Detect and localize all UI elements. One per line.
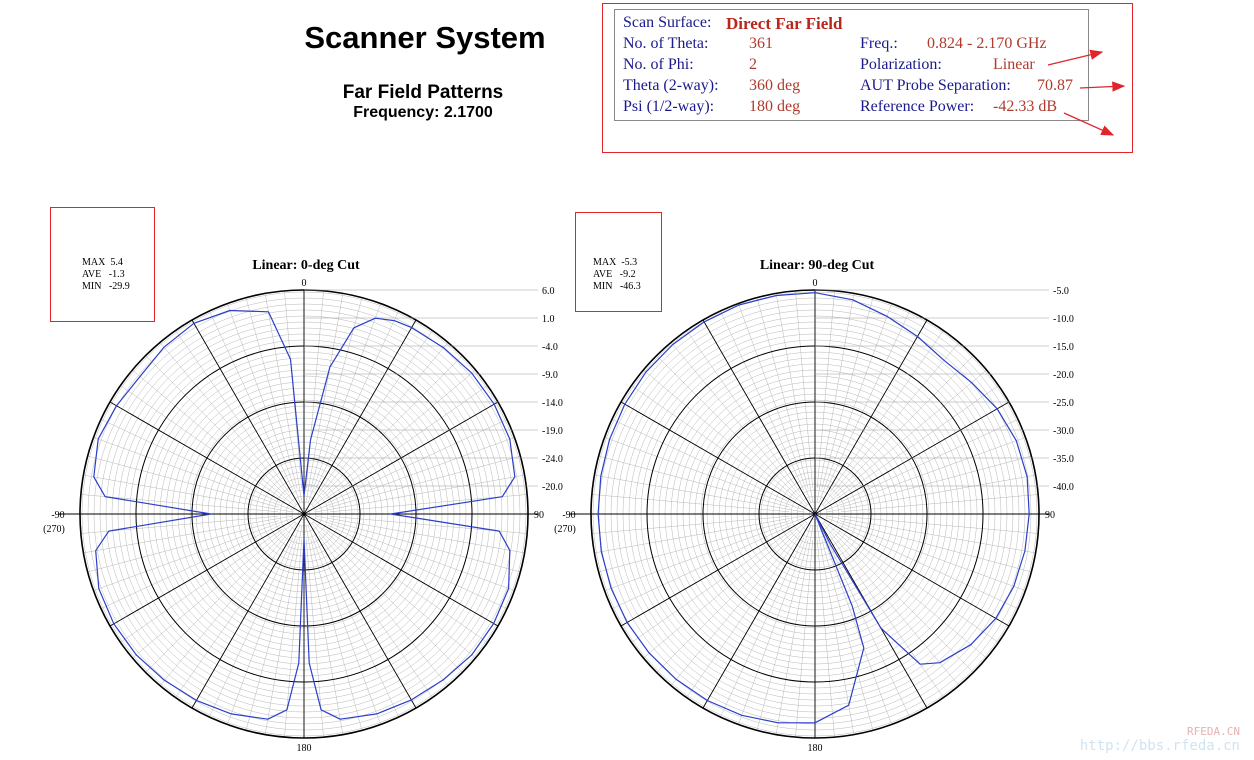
stat-min-0deg: MIN -29.9 — [82, 281, 130, 292]
chart-title: Linear: 0-deg Cut — [252, 258, 360, 273]
stat-max-90deg: MAX -5.3 — [593, 257, 638, 268]
scan-surface-label: Scan Surface: — [623, 14, 712, 31]
angle-label-bottom: 180 — [807, 743, 823, 754]
polarization-label: Polarization: — [860, 56, 942, 73]
major-grid-90deg — [569, 290, 1049, 738]
angle-label-top: 0 — [301, 278, 307, 289]
radial-tick-label: -24.0 — [542, 454, 563, 465]
radial-tick-label: -14.0 — [542, 398, 563, 409]
angle-label-top: 0 — [812, 278, 818, 289]
page-title: Scanner System — [304, 20, 546, 55]
theta-count-value: 361 — [749, 35, 773, 52]
radial-tick-label: -19.0 — [542, 426, 563, 437]
polarization-value: Linear — [993, 56, 1035, 73]
radial-tick-label: -4.0 — [542, 342, 558, 353]
theta-way-label: Theta (2-way): — [623, 77, 719, 94]
stat-min-90deg: MIN -46.3 — [593, 281, 641, 292]
angle-label-right: 90 — [1045, 510, 1055, 521]
freq-value: 0.824 - 2.170 GHz — [927, 35, 1047, 52]
angle-label-left: -90 — [562, 510, 576, 521]
psi-way-label: Psi (1/2-way): — [623, 98, 715, 115]
chart-title: Linear: 90-deg Cut — [759, 258, 875, 273]
watermark-url: http://bbs.rfeda.cn — [1079, 738, 1240, 754]
angle-label-left: -90 — [51, 510, 65, 521]
radial-tick-label: -30.0 — [1053, 426, 1074, 437]
separation-value: 70.87 — [1037, 77, 1073, 94]
radial-tick-label: -9.0 — [542, 370, 558, 381]
phi-count-label: No. of Phi: — [623, 56, 694, 73]
radial-tick-label: 6.0 — [542, 286, 555, 297]
frequency-label: Frequency: 2.1700 — [353, 104, 493, 121]
angle-label-bottom: 180 — [296, 743, 312, 754]
angle-label-right: 90 — [534, 510, 544, 521]
theta-count-label: No. of Theta: — [623, 35, 709, 52]
angle-label-left-sub: (270) — [43, 524, 65, 535]
psi-way-value: 180 deg — [749, 98, 801, 115]
reference-power-value: -42.33 dB — [993, 98, 1057, 115]
page-subtitle: Far Field Patterns — [342, 82, 504, 103]
theta-way-value: 360 deg — [749, 77, 801, 94]
watermark-brand: RFEDA.CN — [1187, 725, 1240, 738]
watermark — [1080, 725, 1240, 754]
radial-tick-label: 1.0 — [542, 314, 555, 325]
freq-label: Freq.: — [860, 35, 898, 52]
radial-tick-label: -20.0 — [1053, 370, 1074, 381]
radial-tick-label: -5.0 — [1053, 286, 1069, 297]
radial-tick-label: -15.0 — [1053, 342, 1074, 353]
angle-label-left-sub: (270) — [554, 524, 576, 535]
radial-tick-label: -40.0 — [1053, 482, 1074, 493]
stat-ave-90deg: AVE -9.2 — [593, 269, 636, 280]
scan-surface-value: Direct Far Field — [726, 14, 843, 33]
radial-tick-label: -25.0 — [1053, 398, 1074, 409]
phi-count-value: 2 — [749, 56, 757, 73]
reference-power-label: Reference Power: — [860, 98, 975, 115]
radial-tick-label: -35.0 — [1053, 454, 1074, 465]
separation-label: AUT Probe Separation: — [860, 77, 1011, 94]
radial-tick-label: -10.0 — [1053, 314, 1074, 325]
pattern-trace-90deg — [598, 293, 1029, 723]
stat-max-0deg: MAX 5.4 — [82, 257, 123, 268]
radial-tick-label: -20.0 — [542, 482, 563, 493]
stat-ave-0deg: AVE -1.3 — [82, 269, 125, 280]
